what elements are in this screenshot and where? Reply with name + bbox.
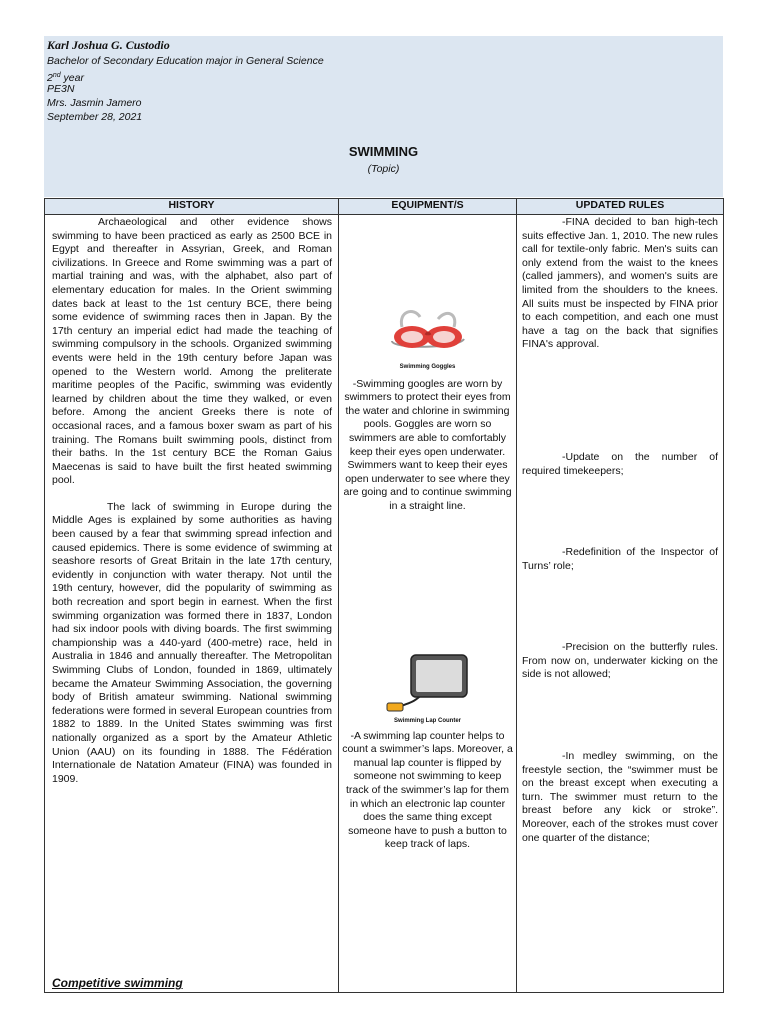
- rule-text: -Precision on the butterfly rules. From now on, underwater kicking on the side is not allowed;: [522, 641, 718, 681]
- lap-counter-digits: [416, 660, 462, 692]
- goggles-block: [342, 305, 513, 514]
- year-number: 2: [47, 72, 53, 84]
- history-paragraph-1: Archaeological and other evidence shows swimming to have been practiced as early as 2500 BCE in Egypt and thereafter in Assyrian, Greek, and Roman civilizations. In Greece and Rome swimming was a part of martial training and was, with the alphabet, also part of elementary education for males. In the Orient swimming dates back at least to the 1st century BCE, there being some evidence of swimming races then in Japan. By the 17th century an imperial edict had made the teaching of swimming compulsory in the schools. Organized swimming events were held in the 19th century before Japan was opened to the Western world. Among the preliterate maritime peoples of the Pacific, swimming was evidently learned by children about the time they walked, or even before. Among the ancient Greeks there is note of occasional races, and a famous boxer swam as part of his training. The Romans built swimming pools, distinct from their baths. In the 1st century BCE the Roman Gaius Maecenas is said to have built the first heated swimming pool.: [52, 216, 332, 487]
- lap-counter-description: -A swimming lap counter helps to count a swimmer’s laps. Moreover, a manual lap counter is flipped by someone not swimming to keep track of the swimmer’s lap for them in which an electronic lap counter does the same thing except someone have to push a button to keep track of laps.: [342, 729, 513, 851]
- competitive-swimming-heading: Competitive swimming: [52, 976, 183, 991]
- lap-counter-block: [342, 653, 513, 852]
- swimming-goggles-icon: [388, 305, 468, 361]
- rule-item: [522, 451, 718, 478]
- rule-text: -Redefinition of the Inspector of Turns’ role;: [522, 546, 718, 572]
- rule-text: -FINA decided to ban high-tech suits effective Jan. 1, 2010. The new rules call for textile-only fabric. Men's suits can only extend from the waist to the knees (called jammers), and women's suits are limited from the shoulders to the knees. All suits must be inspected by FINA prior to each competition, and each one must have a tag on the back that signifies FINA's approval.: [522, 216, 718, 351]
- history-paragraph-2: The lack of swimming in Europe during the Middle Ages is explained by some authorities as having been caused by a fear that swimming spread infection and caused epidemics. There is some evidence of swimming at seashore resorts of Great Britain in the late 17th century, evidently in conjunction with water therapy. Not until the 19th century, however, did the popularity of swimming as both recreation and sport begin in earnest. When the first swimming organization was formed there in 1837, London had six indoor pools with diving boards. The first swimming championship was a 440-yard (400-metre) race, held in Australia in 1846 and annually thereafter. The Metropolitan Swimming Clubs of London, founded in 1869, ultimately became the Amateur Swimming Association, the governing body of British amateur swimming. National swimming federations were formed in several European countries from 1882 to 1889. In the United States swimming was first nationally organized as a sport by the Amateur Athletic Union (AAU) on its founding in 1888. The Fédération Internationale de Natation Amateur (FINA) was founded in 1909.: [52, 500, 332, 785]
- table-header-row: [45, 199, 724, 215]
- rules-cell: [517, 215, 724, 993]
- rule-text: -In medley swimming, on the freestyle section, the “swimmer must be on the breast except when executing a turn. The swimmer must return to the breast before any kick or stroke”. Moreover, each of the strokes must cover one quarter of the distance;: [522, 750, 718, 844]
- rule-item: [522, 750, 718, 845]
- instructor-line: Mrs. Jasmin Jamero: [47, 97, 142, 109]
- column-header-rules: UPDATED RULES: [517, 199, 724, 215]
- swimming-table: [44, 198, 724, 993]
- year-word: year: [60, 72, 84, 84]
- document-subtitle: (Topic): [367, 163, 400, 175]
- author-name: Karl Joshua G. Custodio: [47, 38, 170, 52]
- rule-item: [522, 641, 718, 682]
- rule-text: -Update on the number of required timekeepers;: [522, 451, 718, 477]
- document-header: [44, 36, 723, 197]
- lap-counter-icon: [383, 653, 473, 715]
- program-line: Bachelor of Secondary Education major in General Science: [47, 55, 324, 67]
- rule-item: [522, 216, 718, 352]
- goggles-description: -Swimming googles are worn by swimmers to protect their eyes from the water and chlorine in swimming pools. Goggles are worn so swimmers are able to comfortably keep their eyes open underwater. Swimmers want to keep their eyes open underwater to see where they are going and to continue swimming in a straight line.: [343, 377, 512, 512]
- equipment-cell: [339, 215, 517, 993]
- date-line: September 28, 2021: [47, 111, 143, 123]
- table-row: [45, 215, 724, 993]
- section-line: PE3N: [47, 83, 75, 95]
- lap-counter-caption: Swimming Lap Counter: [393, 718, 461, 724]
- goggles-caption: Swimming Goggles: [399, 364, 456, 370]
- year-suffix: nd: [52, 72, 61, 79]
- document-title: SWIMMING: [348, 144, 419, 159]
- history-cell: [45, 215, 339, 993]
- column-header-history: HISTORY: [45, 199, 339, 215]
- rule-item: [522, 546, 718, 573]
- column-header-equipment: EQUIPMENT/S: [339, 199, 517, 215]
